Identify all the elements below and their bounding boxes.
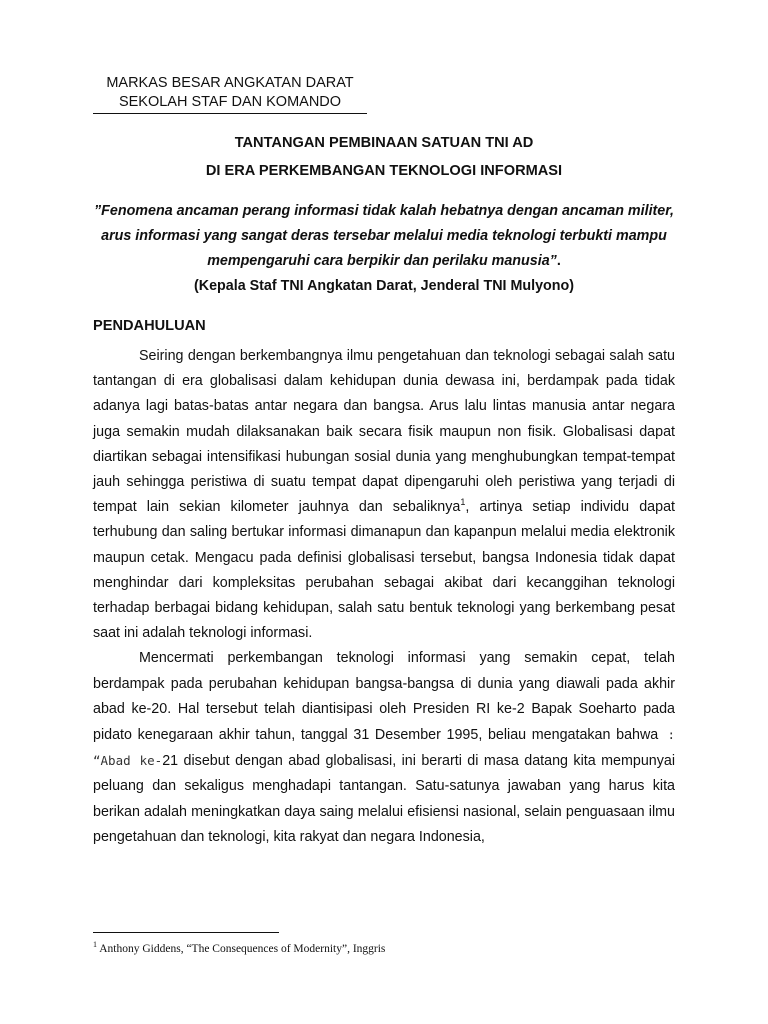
epigraph-period: . (556, 253, 561, 269)
paragraph-1 (93, 344, 675, 646)
letterhead (93, 74, 367, 114)
document-title-line-2: DI ERA PERKEMBANGAN TEKNOLOGI INFORMASI (205, 163, 563, 179)
footnote-separator (93, 932, 279, 933)
letterhead-underline (93, 113, 367, 114)
document-title-line-1: TANTANGAN PEMBINAAN SATUAN TNI AD (234, 135, 534, 151)
epigraph (93, 199, 675, 299)
paragraph-2-quote-start: : “Abad ke- (93, 727, 675, 769)
epigraph-quote: ”Fenomena ancaman perang informasi tidak kalah hebatnya dengan ancaman militer, arus informasi yang sangat deras tersebar melalui media teknologi terbukti mampu mempengaruhi cara berpikir dan perilaku manusia” (94, 203, 674, 269)
footnote-reference: 1 (460, 497, 466, 508)
footnote-number: 1 (93, 940, 97, 949)
paragraph-2 (93, 646, 675, 850)
paragraph-2-text-b: 21 disebut dengan abad globalisasi, ini berarti di masa datang kita mempunyai peluang dan sekaligus menghadapi tantangan. Satu-satunya jawaban yang harus kita berikan adalah meningkatkan daya saing melalui efisiensi nasional, selain penguasaan ilmu pengetahuan dan teknologi, kita rakyat dan negara Indonesia, (93, 753, 676, 845)
paragraph-1-text-b: , artinya setiap individu dapat terhubung dan saling bertukar informasi dimanapun dan kapanpun melalui media elektronik maupun cetak. Mengacu pada definisi globalisasi tersebut, bangsa Indonesia tidak dapat menghindar dari kompleksitas perubahan sebagai akibat dari kecanggihan teknologi terhadap berbagai bidang kehidupan, salah satu bentuk teknologi yang berkembang pesat saat ini adalah teknologi informasi. (93, 499, 676, 642)
letterhead-line-2: SEKOLAH STAF DAN KOMANDO (118, 94, 342, 110)
paragraph-1-text-a: Seiring dengan berkembangnya ilmu pengetahuan dan teknologi sebagai salah satu tantangan di era globalisasi dalam kehidupan dunia dewasa ini, berdampak pada tidak adanya lagi batas-batas antar negara dan bangsa. Arus lalu lintas manusia antar negara juga semakin mudah dilaksanakan baik secara fisik maupun non fisik. Globalisasi dapat diartikan sebagai intensifikasi hubungan sosial dunia yang menghubungkan tempat-tempat jauh sehingga peristiwa di suatu tempat dapat dipengaruhi oleh peristiwa yang terjadi di tempat lain sekian kilometer jauhnya dan sebaliknya (93, 348, 675, 516)
epigraph-attribution: (Kepala Staf TNI Angkatan Darat, Jenderal TNI Mulyono) (194, 278, 574, 294)
paragraph-2-text-a: Mencermati perkembangan teknologi informasi yang semakin cepat, telah berdampak pada perubahan kehidupan bangsa-bangsa di dunia yang diawali pada akhir abad ke-20. Hal tersebut telah diantisipasi oleh Presiden RI ke-2 Bapak Soeharto pada pidato kenegaraan akhir tahun, tanggal 31 Desember 1995, beliau mengatakan bahwa (93, 650, 675, 744)
footnote-text: Anthony Giddens, “The Consequences of Modernity”, Inggris (97, 942, 386, 955)
footnote (93, 940, 385, 955)
letterhead-line-1: MARKAS BESAR ANGKATAN DARAT (106, 75, 354, 91)
body-text (93, 344, 675, 850)
section-heading: PENDAHULUAN (93, 318, 206, 334)
